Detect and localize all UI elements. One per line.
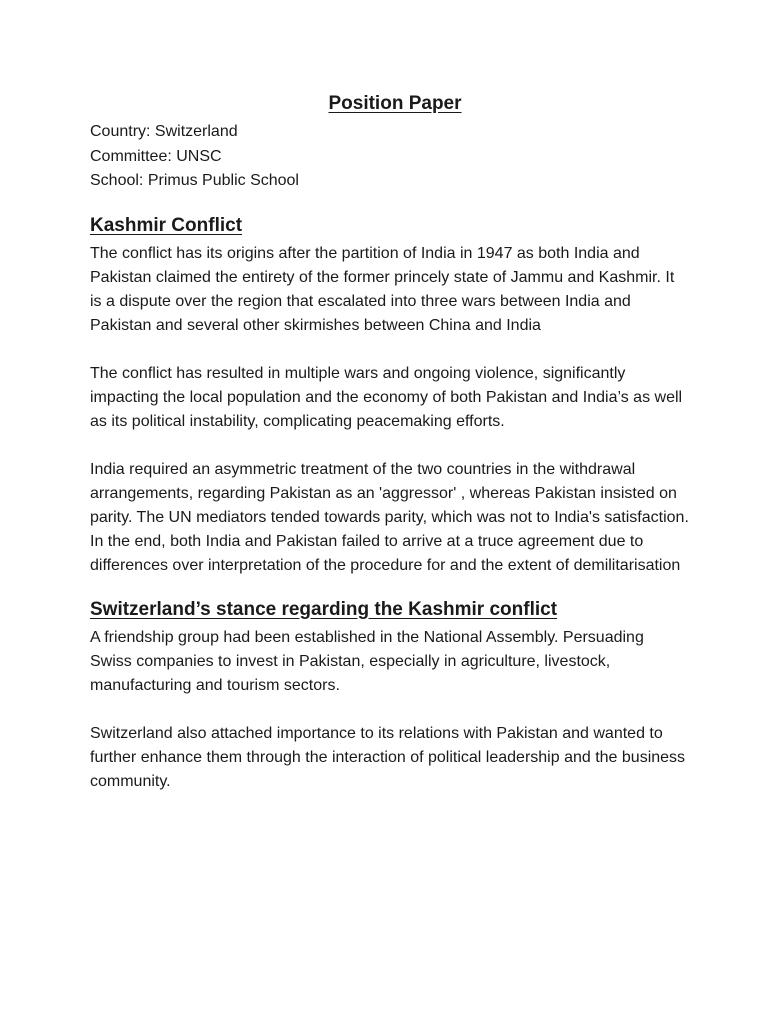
document-title: Position Paper (328, 93, 462, 114)
paragraph-withdrawal: India required an asymmetric treatment of the two countries in the withdrawal arrangements, regarding Pakistan as an 'aggressor' , whereas Pakistan insisted on parity. The UN mediators tended towards parity, which was not to India's satisfaction. In the end, both India and Pakistan failed to arrive at a truce agreement due to differences over interpretation of the procedure for and the extent of demilitarisation (90, 460, 689, 574)
paragraph-friendship-group: A friendship group had been established in the National Assembly. Persuading Swiss companies to invest in Pakistan, especially in agriculture, livestock, manufacturing and tourism sectors. (90, 628, 644, 694)
paragraph-impact: The conflict has resulted in multiple wars and ongoing violence, significantly impacting the local population and the economy of both Pakistan and India’s as well as its political instability, complicating peacemaking efforts. (90, 364, 683, 430)
section-heading-kashmir-conflict: Kashmir Conflict (90, 214, 243, 236)
section-heading-switzerland-stance: Switzerland’s stance regarding the Kashmir conflict (90, 598, 558, 620)
paragraph-relations: Switzerland also attached importance to its relations with Pakistan and wanted to further enhance them through the interaction of political leadership and the business community. (90, 724, 686, 790)
document-page (90, 92, 690, 794)
paragraph-origins: The conflict has its origins after the partition of India in 1947 as both India and Pakistan claimed the entirety of the former princely state of Jammu and Kashmir. It is a dispute over the region that escalated into three wars between India and Pakistan and several other skirmishes between China and India (90, 244, 675, 334)
committee-line: Committee: UNSC (90, 147, 222, 165)
school-line: School: Primus Public School (90, 172, 299, 189)
country-line: Country: Switzerland (90, 123, 238, 140)
